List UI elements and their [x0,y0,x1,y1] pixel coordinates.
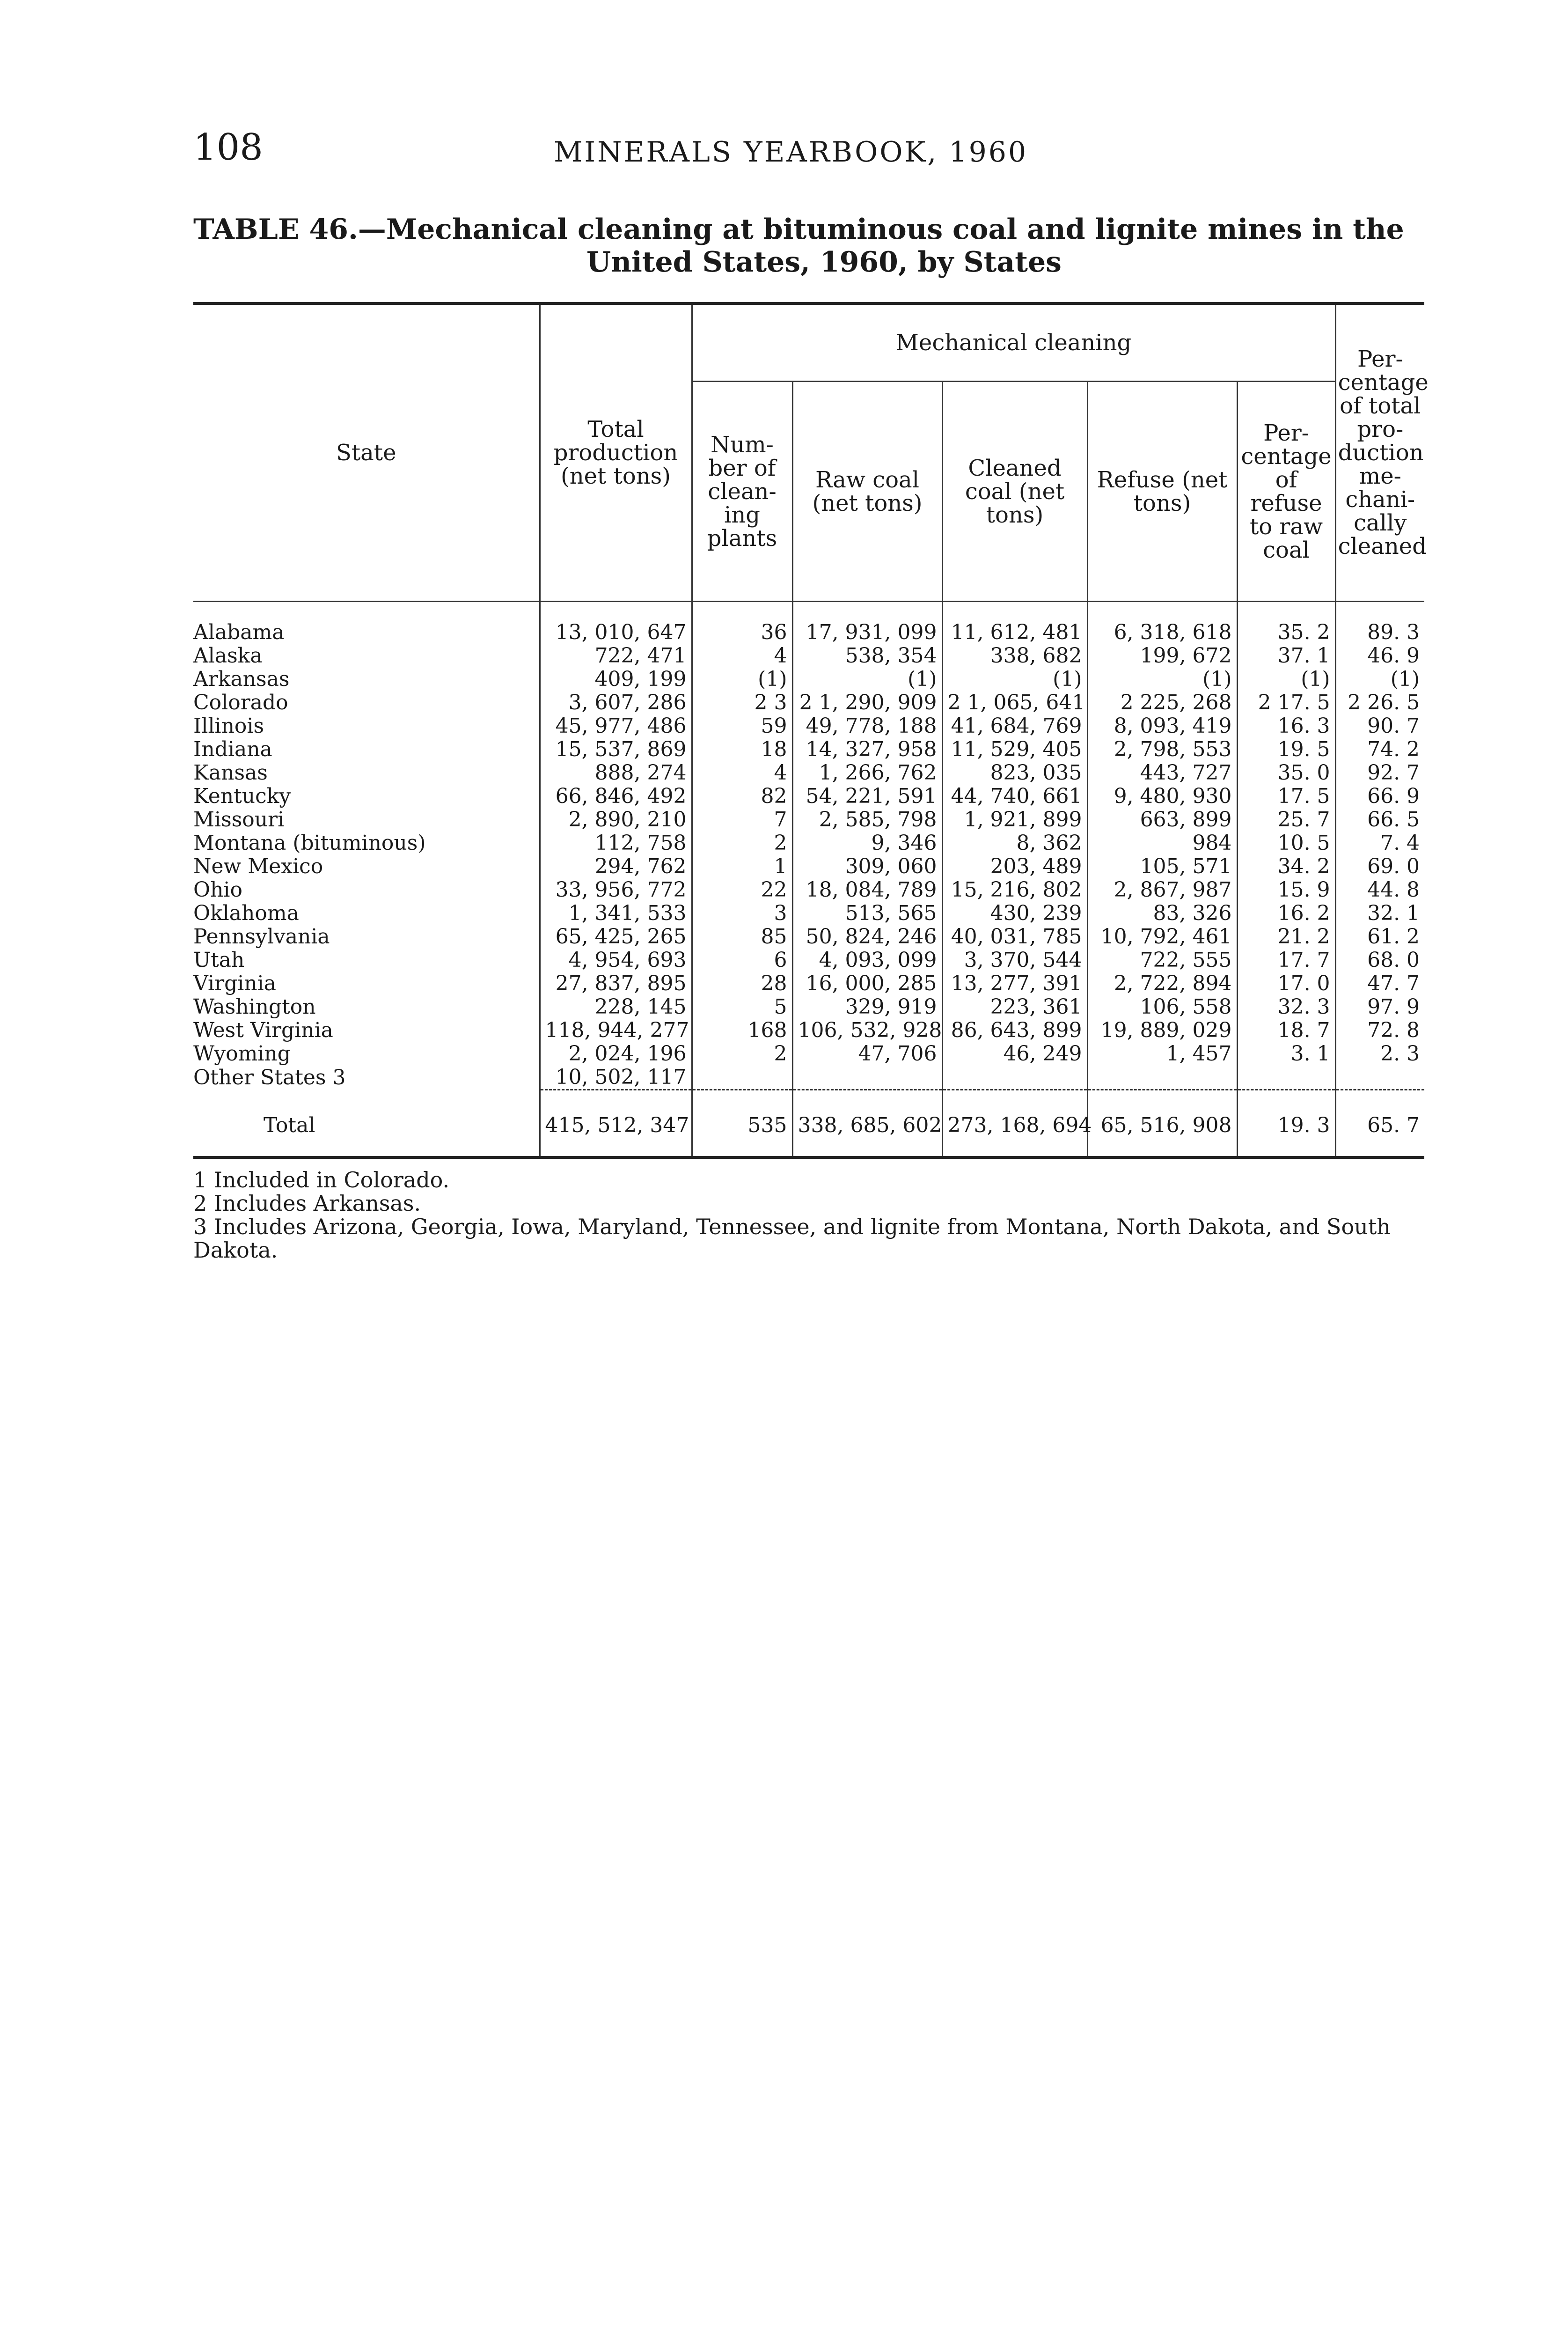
cell-pct-refuse: 17. 7 [1237,949,1335,972]
cell-state: Oklahoma [193,901,299,925]
cell-raw-coal: 50, 824, 246 [792,925,942,949]
cell-pct-refuse: 25. 7 [1237,808,1335,832]
cell-pct-cleaned: 32. 1 [1335,902,1424,925]
header-pct-cleaned: Per- centage of total pro- duction me- chani- cally cleaned [1335,303,1424,602]
cell-refuse [1087,1066,1237,1090]
cell-raw-coal: 49, 778, 188 [792,714,942,738]
cell-cleaned-coal: 13, 277, 391 [942,972,1087,995]
cell-pct-refuse: 34. 2 [1237,855,1335,878]
cell-pct-refuse: 21. 2 [1237,925,1335,949]
cell-state: West Virginia [193,1018,333,1042]
cell-pct-cleaned: 69. 0 [1335,855,1424,878]
total-pct-refuse: 19. 3 [1237,1100,1335,1157]
cell-refuse: 9, 480, 930 [1087,785,1237,808]
cell-pct-cleaned: 61. 2 [1335,925,1424,949]
separator-row [193,1090,1424,1100]
cell-cleaned-coal: 11, 529, 405 [942,738,1087,761]
cell-raw-coal: 309, 060 [792,855,942,878]
total-plants: 535 [692,1100,792,1157]
cell-cleaned-coal: 15, 216, 802 [942,878,1087,902]
cell-pct-refuse: (1) [1237,668,1335,691]
cell-state: Virginia [193,972,276,995]
cell-raw-coal: 18, 084, 789 [792,878,942,902]
table-row [193,902,1424,925]
cell-total-production: 3, 607, 286 [540,691,692,714]
cell-total-production: 2, 890, 210 [540,808,692,832]
cell-raw-coal: 538, 354 [792,644,942,668]
total-cleaned-coal: 273, 168, 694 [942,1100,1087,1157]
header-refuse: Refuse (net tons) [1087,382,1237,602]
table-row [193,1066,1424,1090]
cell-plants: 85 [692,925,792,949]
cell-pct-refuse: 2 17. 5 [1237,691,1335,714]
total-total-production: 415, 512, 347 [540,1100,692,1157]
cell-cleaned-coal: (1) [942,668,1087,691]
cell-plants: 2 3 [692,691,792,714]
cell-pct-cleaned: 2 26. 5 [1335,691,1424,714]
table-row [193,878,1424,902]
cell-refuse: 106, 558 [1087,995,1237,1019]
table-row [193,714,1424,738]
cell-pct-cleaned: 72. 8 [1335,1019,1424,1042]
cell-cleaned-coal [942,1066,1087,1090]
table-row [193,855,1424,878]
page-header [193,126,1424,178]
cell-total-production: 33, 956, 772 [540,878,692,902]
table-row [193,738,1424,761]
cell-raw-coal: 2, 585, 798 [792,808,942,832]
cell-raw-coal: 47, 706 [792,1042,942,1066]
cell-total-production: 409, 199 [540,668,692,691]
cell-pct-refuse: 35. 2 [1237,621,1335,644]
cell-plants: 36 [692,621,792,644]
cell-total-production: 112, 758 [540,832,692,855]
cell-refuse: 2, 867, 987 [1087,878,1237,902]
cell-pct-cleaned: 90. 7 [1335,714,1424,738]
running-title: MINERALS YEARBOOK, 1960 [554,136,1028,169]
cell-pct-refuse: 35. 0 [1237,761,1335,785]
footnote-1: 1 Included in Colorado. [193,1167,450,1193]
cell-plants: 2 [692,1042,792,1066]
total-pct-cleaned: 65. 7 [1335,1100,1424,1157]
total-raw-coal: 338, 685, 602 [792,1100,942,1157]
table-row [193,644,1424,668]
cell-pct-cleaned [1335,1066,1424,1090]
cell-plants: 4 [692,761,792,785]
total-refuse: 65, 516, 908 [1087,1100,1237,1157]
total-row [193,1100,1424,1157]
cell-pct-cleaned: (1) [1335,668,1424,691]
cell-raw-coal [792,1066,942,1090]
cell-cleaned-coal: 223, 361 [942,995,1087,1019]
table-row [193,972,1424,995]
cell-plants: 168 [692,1019,792,1042]
header-state: State [193,303,540,602]
footnotes [193,1168,1424,1262]
cell-state: New Mexico [193,854,323,878]
cell-total-production: 2, 024, 196 [540,1042,692,1066]
cell-total-production: 13, 010, 647 [540,621,692,644]
table-row [193,925,1424,949]
cell-raw-coal: 54, 221, 591 [792,785,942,808]
cell-refuse: 199, 672 [1087,644,1237,668]
cell-cleaned-coal: 8, 362 [942,832,1087,855]
table-row [193,832,1424,855]
cell-state: Wyoming [193,1042,291,1066]
cell-refuse: 2 225, 268 [1087,691,1237,714]
cell-cleaned-coal: 338, 682 [942,644,1087,668]
table-row [193,995,1424,1019]
table-title-line-2: United States, 1960, by States [586,246,1062,279]
cell-pct-refuse: 17. 5 [1237,785,1335,808]
cell-state: Arkansas [193,667,290,691]
cell-plants: 18 [692,738,792,761]
cell-refuse: 105, 571 [1087,855,1237,878]
table-row [193,1042,1424,1066]
cell-cleaned-coal: 3, 370, 544 [942,949,1087,972]
cell-total-production: 66, 846, 492 [540,785,692,808]
cell-plants: 28 [692,972,792,995]
cell-refuse: 2, 722, 894 [1087,972,1237,995]
cell-total-production: 228, 145 [540,995,692,1019]
cell-cleaned-coal: 86, 643, 899 [942,1019,1087,1042]
cell-pct-cleaned: 92. 7 [1335,761,1424,785]
cell-pct-refuse: 16. 3 [1237,714,1335,738]
cell-cleaned-coal: 44, 740, 661 [942,785,1087,808]
table-row [193,785,1424,808]
cell-plants: 7 [692,808,792,832]
table-row [193,621,1424,644]
cell-state: Missouri [193,808,285,832]
cell-plants: 1 [692,855,792,878]
cell-state: Ohio [193,878,242,902]
cell-plants: 2 [692,832,792,855]
cell-total-production: 45, 977, 486 [540,714,692,738]
cell-total-label: Total [193,1100,540,1157]
cell-state: Kansas [193,761,268,785]
cell-total-production: 888, 274 [540,761,692,785]
cell-state: Alabama [193,620,285,644]
cell-refuse: 443, 727 [1087,761,1237,785]
cell-raw-coal: 2 1, 290, 909 [792,691,942,714]
table-row [193,949,1424,972]
table-row [193,691,1424,714]
cell-total-production: 65, 425, 265 [540,925,692,949]
cell-state: Washington [193,995,316,1019]
cell-raw-coal: 106, 532, 928 [792,1019,942,1042]
cell-refuse: 6, 318, 618 [1087,621,1237,644]
mechanical-cleaning-table [193,302,1429,1159]
cell-raw-coal: 513, 565 [792,902,942,925]
cell-pct-cleaned: 89. 3 [1335,621,1424,644]
cell-plants: 5 [692,995,792,1019]
cell-refuse: 722, 555 [1087,949,1237,972]
cell-total-production: 10, 502, 117 [540,1066,692,1090]
table-title [193,213,1424,279]
cell-state: Other States 3 [193,1065,346,1090]
cell-cleaned-coal: 46, 249 [942,1042,1087,1066]
cell-total-production: 294, 762 [540,855,692,878]
cell-pct-refuse: 19. 5 [1237,738,1335,761]
cell-pct-refuse: 10. 5 [1237,832,1335,855]
cell-state: Colorado [193,691,288,714]
cell-pct-refuse [1237,1066,1335,1090]
cell-cleaned-coal: 1, 921, 899 [942,808,1087,832]
cell-pct-refuse: 18. 7 [1237,1019,1335,1042]
cell-state: Utah [193,948,245,972]
cell-raw-coal: (1) [792,668,942,691]
cell-refuse: 83, 326 [1087,902,1237,925]
cell-raw-coal: 17, 931, 099 [792,621,942,644]
cell-raw-coal: 9, 346 [792,832,942,855]
cell-total-production: 4, 954, 693 [540,949,692,972]
cell-pct-cleaned: 74. 2 [1335,738,1424,761]
cell-refuse: 19, 889, 029 [1087,1019,1237,1042]
header-raw-coal: Raw coal (net tons) [792,382,942,602]
cell-pct-refuse: 3. 1 [1237,1042,1335,1066]
cell-state: Kentucky [193,784,291,808]
cell-total-production: 118, 944, 277 [540,1019,692,1042]
cell-state: Pennsylvania [193,925,330,949]
footnote-3: 3 Includes Arizona, Georgia, Iowa, Maryland, Tennessee, and lignite from Montana, North Dakota, and South Dakota. [193,1214,1391,1263]
cell-cleaned-coal: 430, 239 [942,902,1087,925]
cell-state: Montana (bituminous) [193,831,426,855]
cell-raw-coal: 1, 266, 762 [792,761,942,785]
cell-cleaned-coal: 11, 612, 481 [942,621,1087,644]
cell-plants: 3 [692,902,792,925]
cell-plants: 22 [692,878,792,902]
cell-cleaned-coal: 2 1, 065, 641 [942,691,1087,714]
cell-pct-cleaned: 47. 7 [1335,972,1424,995]
cell-plants: 82 [692,785,792,808]
cell-refuse: (1) [1087,668,1237,691]
cell-pct-cleaned: 68. 0 [1335,949,1424,972]
cell-raw-coal: 329, 919 [792,995,942,1019]
cell-pct-refuse: 16. 2 [1237,902,1335,925]
cell-pct-cleaned: 46. 9 [1335,644,1424,668]
cell-pct-refuse: 32. 3 [1237,995,1335,1019]
cell-pct-cleaned: 66. 5 [1335,808,1424,832]
cell-total-production: 27, 837, 895 [540,972,692,995]
cell-raw-coal: 16, 000, 285 [792,972,942,995]
cell-cleaned-coal: 823, 035 [942,761,1087,785]
cell-total-production: 1, 341, 533 [540,902,692,925]
cell-plants: 59 [692,714,792,738]
cell-pct-cleaned: 2. 3 [1335,1042,1424,1066]
cell-refuse: 984 [1087,832,1237,855]
cell-total-production: 15, 537, 869 [540,738,692,761]
table-row [193,1019,1424,1042]
table-row [193,761,1424,785]
cell-pct-refuse: 37. 1 [1237,644,1335,668]
cell-pct-cleaned: 44. 8 [1335,878,1424,902]
table-row [193,808,1424,832]
cell-refuse: 2, 798, 553 [1087,738,1237,761]
table-title-line-1: TABLE 46.—Mechanical cleaning at bituminous coal and lignite mines in the [193,213,1404,246]
cell-state: Indiana [193,737,272,761]
cell-refuse: 10, 792, 461 [1087,925,1237,949]
footnote-2: 2 Includes Arkansas. [193,1191,421,1216]
header-pct-refuse: Per- centage of refuse to raw coal [1237,382,1335,602]
cell-cleaned-coal: 203, 489 [942,855,1087,878]
cell-raw-coal: 14, 327, 958 [792,738,942,761]
table-body [193,602,1424,1158]
cell-state: Illinois [193,714,264,738]
cell-refuse: 1, 457 [1087,1042,1237,1066]
cell-total-production: 722, 471 [540,644,692,668]
cell-cleaned-coal: 41, 684, 769 [942,714,1087,738]
cell-pct-cleaned: 7. 4 [1335,832,1424,855]
header-mechanical-cleaning: Mechanical cleaning [692,303,1335,382]
header-cleaned-coal: Cleaned coal (net tons) [942,382,1087,602]
cell-refuse: 663, 899 [1087,808,1237,832]
cell-raw-coal: 4, 093, 099 [792,949,942,972]
page-number: 108 [193,126,263,169]
cell-plants: 6 [692,949,792,972]
cell-pct-cleaned: 66. 9 [1335,785,1424,808]
header-plants: Num- ber of clean- ing plants [692,382,792,602]
cell-pct-refuse: 15. 9 [1237,878,1335,902]
cell-plants: 4 [692,644,792,668]
cell-refuse: 8, 093, 419 [1087,714,1237,738]
header-total-production: Total production (net tons) [540,303,692,602]
cell-state: Alaska [193,644,263,668]
data-table-container [193,302,1429,1159]
cell-plants: (1) [692,668,792,691]
cell-pct-refuse: 17. 0 [1237,972,1335,995]
cell-pct-cleaned: 97. 9 [1335,995,1424,1019]
table-row [193,668,1424,691]
cell-cleaned-coal: 40, 031, 785 [942,925,1087,949]
cell-plants [692,1066,792,1090]
